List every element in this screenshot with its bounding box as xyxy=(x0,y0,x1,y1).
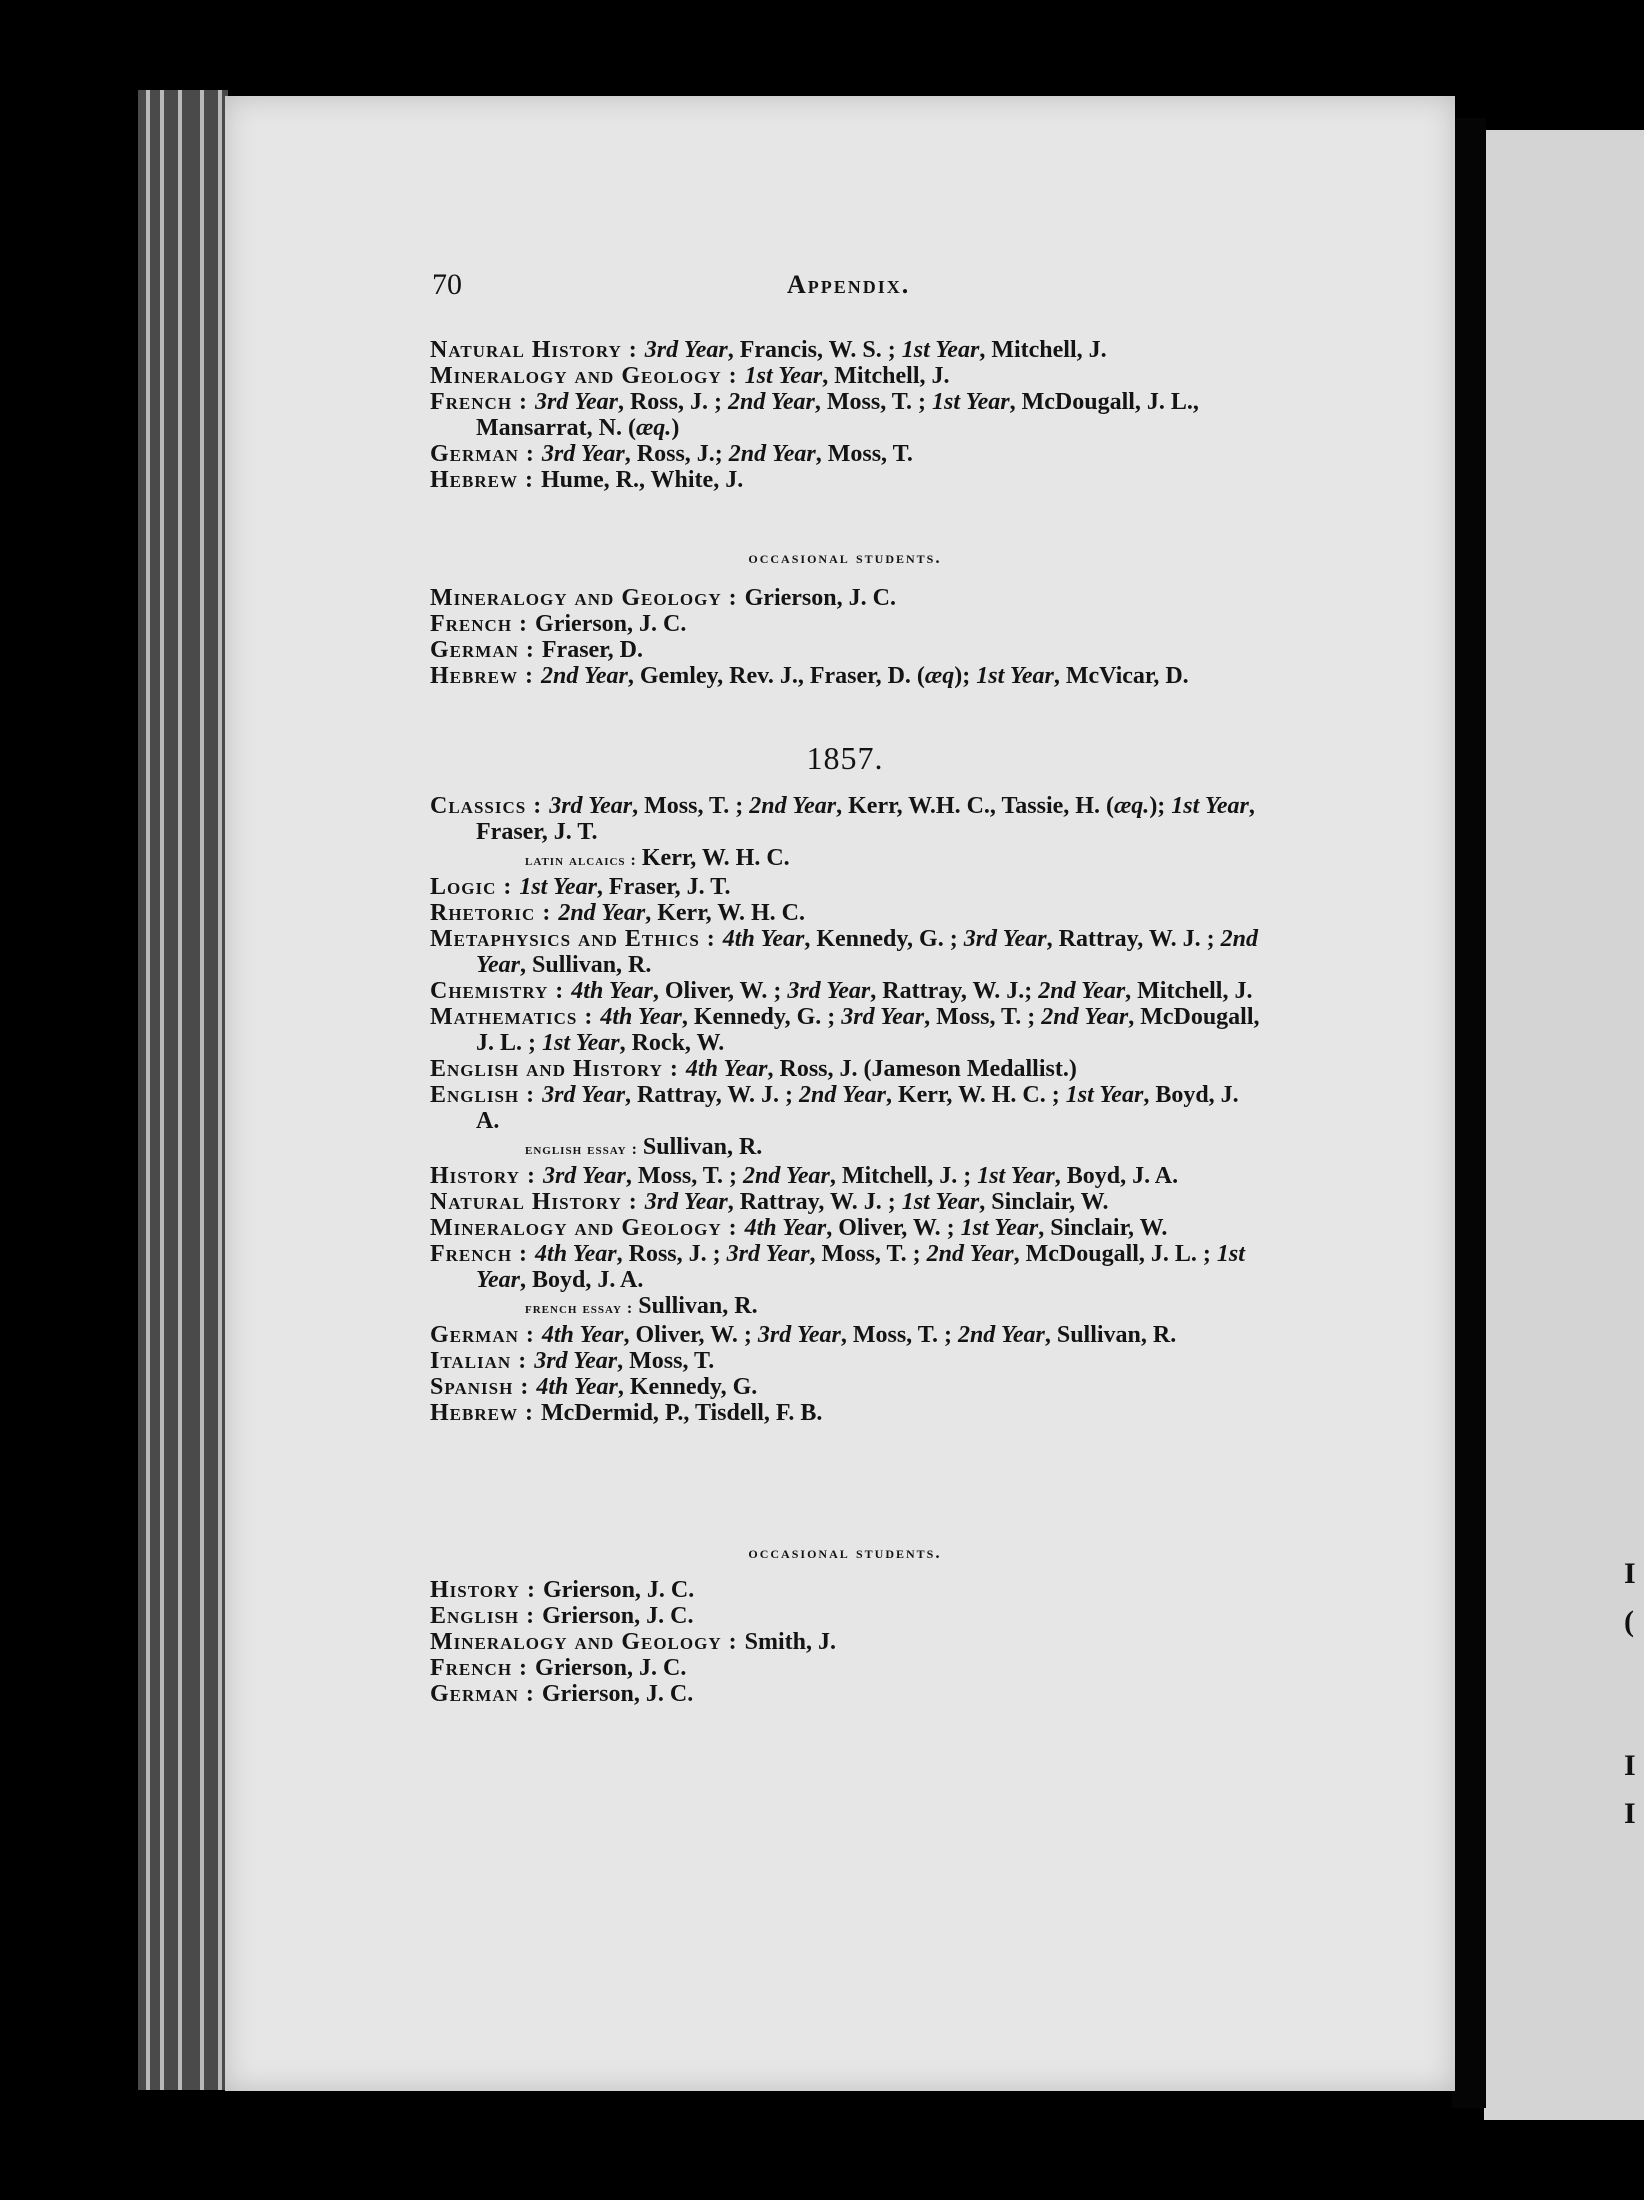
subject-label: French : xyxy=(430,611,536,637)
facing-page xyxy=(1484,130,1644,2120)
list-entry: Rhetoric : 2nd Year, Kerr, W. H. C. xyxy=(430,900,806,926)
book-gutter xyxy=(1452,118,1486,2108)
subject-label: Mineralogy and Geology : xyxy=(430,585,745,611)
subject-label: French : xyxy=(430,1655,536,1681)
subject-label: Natural History : xyxy=(430,337,645,363)
subject-label: Natural History : xyxy=(430,1189,645,1215)
list-entry: Natural History : 3rd Year, Rattray, W. J. ; 1st Year, Sinclair, W. xyxy=(430,1189,1109,1215)
list-entry: Mathematics : 4th Year, Kennedy, G. ; 3rd Year, Moss, T. ; 2nd Year, McDougall, J. L. ; 1st Year, Rock, W. xyxy=(430,1004,1260,1056)
list-entry: History : 3rd Year, Moss, T. ; 2nd Year, Mitchell, J. ; 1st Year, Boyd, J. A. xyxy=(430,1163,1179,1189)
subentry-label: latin alcaics : xyxy=(525,852,642,869)
list-entry: French : 3rd Year, Ross, J. ; 2nd Year, Moss, T. ; 1st Year, McDougall, J. L., Mansarrat, N. (æq.) xyxy=(430,389,1199,441)
subentry-label: french essay : xyxy=(525,1300,639,1317)
subject-label: Rhetoric : xyxy=(430,900,559,926)
subject-label: Italian : xyxy=(430,1348,535,1374)
subject-label: German : xyxy=(430,637,542,663)
subject-label: Mineralogy and Geology : xyxy=(430,1215,745,1241)
list-entry: Italian : 3rd Year, Moss, T. xyxy=(430,1348,715,1374)
list-entry: Metaphysics and Ethics : 4th Year, Kennedy, G. ; 3rd Year, Rattray, W. J. ; 2nd Year, Sullivan, R. xyxy=(430,926,1258,978)
list-entry: Hebrew : McDermid, P., Tisdell, F. B. xyxy=(430,1400,823,1426)
subject-label: French : xyxy=(430,389,536,415)
occasional-list-2 xyxy=(430,1577,1260,1707)
list-entry: Spanish : 4th Year, Kennedy, G. xyxy=(430,1374,758,1400)
subject-label: English : xyxy=(430,1082,543,1108)
facing-page-fragments: I ( I I xyxy=(1624,1557,1636,1830)
page-title: Appendix. xyxy=(787,270,911,299)
subentry-label: english essay : xyxy=(525,1141,643,1158)
list-subentry: latin alcaics : Kerr, W. H. C. xyxy=(525,845,790,871)
occasional-students-heading-1 xyxy=(430,545,1260,571)
list-entry: German : Fraser, D. xyxy=(430,637,643,663)
occasional-students-heading-2 xyxy=(430,1540,1260,1566)
list-entry: Mineralogy and Geology : 1st Year, Mitchell, J. xyxy=(430,363,950,389)
section-heading: occasional students. xyxy=(748,1543,942,1562)
subject-label: Hebrew : xyxy=(430,1400,541,1426)
subject-label: English and History : xyxy=(430,1056,686,1082)
list-entry: Mineralogy and Geology : 4th Year, Oliver, W. ; 1st Year, Sinclair, W. xyxy=(430,1215,1168,1241)
subject-label: German : xyxy=(430,1322,542,1348)
list-entry: Chemistry : 4th Year, Oliver, W. ; 3rd Year, Rattray, W. J.; 2nd Year, Mitchell, J. xyxy=(430,978,1253,1004)
subject-label: Metaphysics and Ethics : xyxy=(430,926,723,952)
list-entry: French : 4th Year, Ross, J. ; 3rd Year, Moss, T. ; 2nd Year, McDougall, J. L. ; 1st Year, Boyd, J. A. xyxy=(430,1241,1245,1293)
running-header xyxy=(432,268,1432,308)
subject-label: German : xyxy=(430,441,542,467)
list-entry: History : Grierson, J. C. xyxy=(430,1577,695,1603)
list-entry: Classics : 3rd Year, Moss, T. ; 2nd Year, Kerr, W.H. C., Tassie, H. (æq.); 1st Year, Fraser, J. T. xyxy=(430,793,1255,845)
page-number: 70 xyxy=(432,268,462,301)
list-block-2 xyxy=(430,793,1260,1426)
list-entry: French : Grierson, J. C. xyxy=(430,611,687,637)
subject-label: Logic : xyxy=(430,874,520,900)
subject-label: History : xyxy=(430,1163,543,1189)
subject-label: Hebrew : xyxy=(430,663,541,689)
list-subentry: english essay : Sullivan, R. xyxy=(525,1134,763,1160)
list-entry: English : 3rd Year, Rattray, W. J. ; 2nd Year, Kerr, W. H. C. ; 1st Year, Boyd, J. A. xyxy=(430,1082,1239,1134)
list-entry: Hebrew : 2nd Year, Gemley, Rev. J., Fraser, D. (æq); 1st Year, McVicar, D. xyxy=(430,663,1189,689)
subject-label: Hebrew : xyxy=(430,467,541,493)
list-entry: Mineralogy and Geology : Grierson, J. C. xyxy=(430,585,896,611)
list-entry: German : 3rd Year, Ross, J.; 2nd Year, Moss, T. xyxy=(430,441,913,467)
list-entry: French : Grierson, J. C. xyxy=(430,1655,687,1681)
subject-label: Mathematics : xyxy=(430,1004,601,1030)
subject-label: Chemistry : xyxy=(430,978,572,1004)
list-entry: Logic : 1st Year, Fraser, J. T. xyxy=(430,874,731,900)
subject-label: English : xyxy=(430,1603,543,1629)
list-block-1 xyxy=(430,337,1260,493)
list-entry: English and History : 4th Year, Ross, J. (Jameson Medallist.) xyxy=(430,1056,1077,1082)
list-entry: Mineralogy and Geology : Smith, J. xyxy=(430,1629,836,1655)
subject-label: History : xyxy=(430,1577,543,1603)
list-entry: German : 4th Year, Oliver, W. ; 3rd Year, Moss, T. ; 2nd Year, Sullivan, R. xyxy=(430,1322,1177,1348)
list-entry: English : Grierson, J. C. xyxy=(430,1603,694,1629)
list-entry: German : Grierson, J. C. xyxy=(430,1681,694,1707)
list-entry: Natural History : 3rd Year, Francis, W. S. ; 1st Year, Mitchell, J. xyxy=(430,337,1107,363)
subject-label: Spanish : xyxy=(430,1374,537,1400)
book-page-edges xyxy=(138,90,228,2090)
list-subentry: french essay : Sullivan, R. xyxy=(525,1293,758,1319)
subject-label: French : xyxy=(430,1241,536,1267)
year-heading-wrap xyxy=(430,740,1260,776)
section-heading: occasional students. xyxy=(748,548,942,567)
subject-label: Classics : xyxy=(430,793,550,819)
occasional-list-1 xyxy=(430,585,1260,689)
list-entry: Hebrew : Hume, R., White, J. xyxy=(430,467,744,493)
subject-label: Mineralogy and Geology : xyxy=(430,363,745,389)
subject-label: German : xyxy=(430,1681,542,1707)
subject-label: Mineralogy and Geology : xyxy=(430,1629,745,1655)
year-heading: 1857. xyxy=(806,740,884,776)
